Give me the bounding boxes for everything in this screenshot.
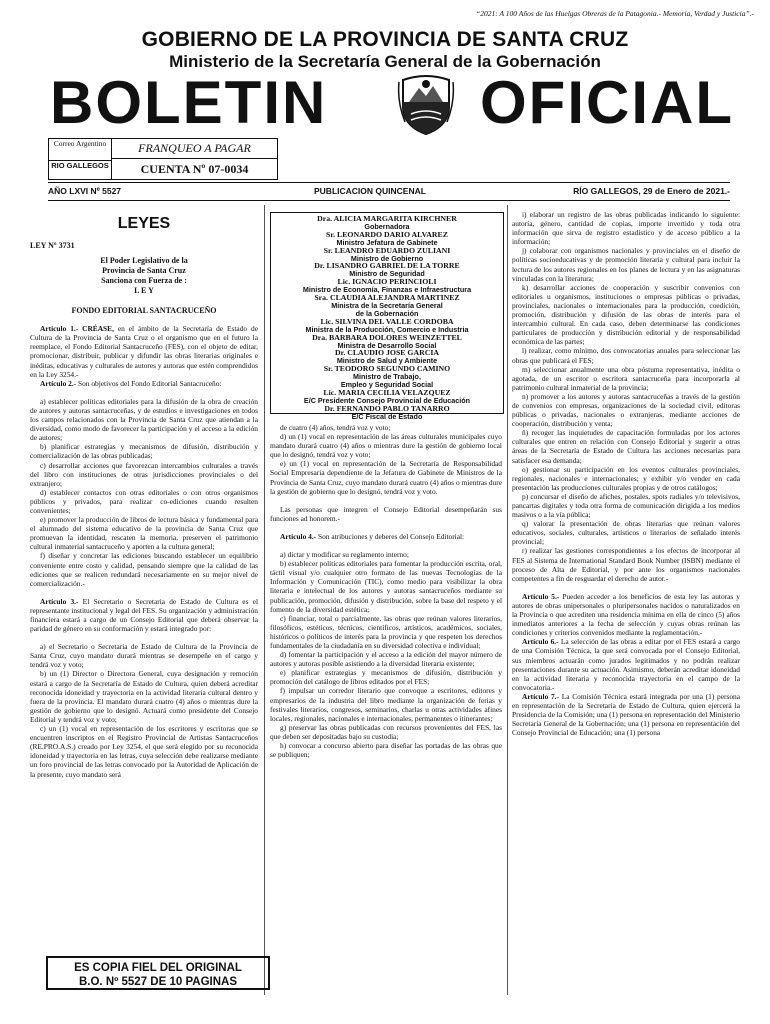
list-item: k) desarrollar acciones de cooperación y suscribir convenios con editoriales u organismos, instituciones o empresas públicas o privadas, provinciales, nacionales o internacionales para la producción, coedición, promoción, distribución y difusión de las obras de interés para el intercambio cultural. En cada caso, deben determinarse las condiciones particulares de producción y distribución editorial y de responsabilidad económica de las partes; — [512, 282, 740, 347]
law-number: LEY Nº 3731 — [30, 241, 75, 250]
list-item: e) un (1) vocal en representación de la Secretaría de Responsabilidad Social Empresaria dependiente de la Jefatura de Gabinete de Ministros de la Provincia de Santa Cruz, cuyo mandato durará cuatro (4) años o mientras dure la gestión de gobierno que lo designó, tendrá voz y voto. — [270, 459, 502, 496]
franqueo-label: FRANQUEO A PAGAR — [112, 139, 277, 159]
authority-role: Gobernadora — [364, 221, 410, 231]
article-text: Pueden acceder a los beneficios de esta ley las autoras y autores de obras unipersonales o pluripersonales nacidos o naturalizados en la Provincia o que acrediten una residencia mínima en ella de cinco (5) años inmediatos anteriores a la fecha de selección y cuyas obras reúnan las condiciones y criterios convenidos mediante la reglamentación.- — [512, 591, 740, 638]
article-label: Artículo 2.- — [40, 378, 77, 388]
article-6 — [512, 637, 740, 692]
government-heading: GOBIERNO DE LA PROVINCIA DE SANTA CRUZ — [141, 28, 629, 51]
article-5 — [512, 592, 740, 637]
column-divider-right — [507, 205, 508, 995]
article-text: El Secretario o Secretaria de Estado de Cultura es el representante institucional y legal del FES. Su organización y administración financiera estará a cargo de un Consejo Editorial que deberá observar la paridad de género en su conformación y estará integrado por: — [30, 596, 258, 634]
postal-correo-cell — [49, 139, 112, 179]
authority-role: Empleo y Seguridad Social — [340, 380, 434, 390]
list-item: d) fomentar la participación y el acceso a la edición del mayor número de autores y autoras posible asistiendo a la diversidad literaria existente; — [270, 650, 502, 669]
list-item: g) preservar las obras publicadas con recursos provenientes del FES, las que deben ser depositadas bajo su custodia; — [270, 722, 502, 741]
column-3 — [512, 210, 740, 737]
authority-role: Ministro de Seguridad — [349, 269, 425, 279]
list-item: c) desarrollar acciones que favorezcan intercambios culturales a través del libro con instituciones de otras jurisdicciones provinciales o del extranjero; — [30, 460, 258, 488]
copy-notice-line: ES COPIA FIEL DEL ORIGINAL — [74, 962, 242, 974]
authority-role: Ministro de Salud y Ambiente — [336, 356, 438, 366]
authorities-box — [270, 212, 504, 421]
list-item: m) seleccionar anualmente una obra póstuma representativa, inédita o agotada, de un escritor o escritora santacruceña para incorporarla al patrimonio cultural inmaterial de la provincia; — [512, 364, 740, 392]
masthead — [44, 70, 734, 136]
masthead-title-right: OFICIAL — [480, 69, 734, 136]
postal-city: RIO GALLEGOS — [49, 160, 111, 170]
authority-name: Sr. LEANDRO EDUARDO ZULIANI — [323, 245, 451, 255]
article-label: Artículo 5.- — [522, 591, 560, 601]
authority-name: Sra. CLAUDIA ALEJANDRA MARTINEZ — [314, 293, 460, 303]
article-text: La Comisión Técnica estará integrada por una (1) persona en representación de la Secretaría de Estado de Cultura, quien ejercerá la Presidencia de la Comisión; una (1) persona en representación del Ministerio Secretaría General de la Gobernación; una (1) persona en representación del Consejo Provincial de Educación; una (1) persona — [512, 691, 740, 738]
authority-role: Ministro de Gobierno — [350, 253, 424, 263]
list-item: f) impulsar un corredor literario que convoque a escritores, editores y empresarios de la industria del libro mediante la organización de ferias y festivales literarios, congresos, seminarios, charlas u otras actividades afines locales, regionales, nacionales e internacionales, permanentes o itinerantes; — [270, 686, 502, 723]
article-text: Son atribuciones y deberes del Consejo Editorial: — [316, 531, 465, 541]
authority-role: Ministra de la Secretaría General — [331, 300, 443, 310]
authority-role: Ministro de Trabajo, — [353, 372, 421, 382]
authority-name: Dr. CLAUDIO JOSE GARCIA — [334, 348, 440, 358]
authority-role: Ministro de Economía, Finanzas e Infraestructura — [302, 285, 472, 295]
list-item: de cuatro (4) años, tendrá voz y voto; — [280, 423, 391, 432]
list-item: r) realizar las gestiones correspondientes a los efectos de incorporar al FES al Sistema de International Standard Book Number (ISBN) mediante el proceso de Alta de Editorial, y por ante los organismos nacionales competentes a fin de resguardar el derecho de autor.- — [512, 546, 740, 583]
list-item: o) gestionar su participación en los eventos culturales provinciales, regionales, nacionales e internacionales; y exhibir y/o vender en cada presentación las producciones culturales propias y de otros catálogos; — [512, 464, 740, 492]
list-item: a) el Secretario o Secretaria de Estado de Cultura de la Provincia de Santa Cruz, cuyo mandato durará mientras se desempeñe en el cargo y tendrá voz y voto; — [30, 642, 258, 670]
article-text: La selección de las obras a editar por el FES estará a cargo de una Comisión Técnica, la que será convocada por el Consejo Editorial, sus miembros actuarán como jurados legitimados y no podrán realizar presentaciones durante su actuación. Asimismo, deberán acreditar idoneidad en la actividad literaria y reconocida trayectoria en el campo de la convocatoria.- — [512, 637, 740, 692]
article-text: en el ámbito de la Secretaría de Estado de Cultura de la Provincia de Santa Cruz o el organismo que en el futuro la reemplace, el Fondo Editorial Santacruceño (FES), con el objeto de editar, promocionar, distribuir, publicar y difundir las obras literarias originales e inéditas, educativas y culturales de autores y autoras que estén comprendidos en la Ley 3254.- — [30, 324, 259, 379]
article-label: Artículo 3.- — [40, 596, 79, 606]
column-divider-left — [264, 205, 265, 995]
list-item: ñ) recoger las inquietudes de capacitación formuladas por los actores culturales que entren en relación con Consejo Editorial y sugerir a otras áreas de la Secretaría de Estado de Cultura las acciones necesarias para satisfacer esa demanda; — [512, 428, 740, 465]
list-item: a) dictar y modificar su reglamento interno; — [280, 550, 409, 560]
article-label: Artículo 1.- CRÉASE, — [40, 324, 114, 334]
article-4 — [270, 532, 502, 541]
authority-role: de la Gobernación — [355, 308, 419, 318]
section-title: LEYES — [117, 215, 171, 232]
article-1 — [30, 324, 258, 379]
issue-date: RÍO GALLEGOS, 29 de Enero de 2021.- — [573, 186, 730, 196]
list-item: d) establecer contactos con otras editoriales o con otros organismos públicos y privados, para realizar co-ediciones cuando resulten convenientes; — [30, 487, 258, 515]
issue-number: AÑO LXVI Nº 5527 — [48, 186, 122, 196]
authority-role: Ministro Jefatura de Gabinete — [336, 237, 438, 247]
commemorative-motto: “2021: A 100 Años de las Huelgas Obreras de la Patagonia.- Memoria, Verdad y Justicia”.- — [476, 9, 754, 18]
authority-name: Lic. IGNACIO PERINCIOLI — [337, 277, 437, 287]
authority-name: Sr. LEONARDO DARIO ALVAREZ — [326, 229, 448, 239]
article-7 — [512, 692, 740, 737]
authority-name: Lic. MARIA CECILIA VELAZQUEZ — [323, 387, 451, 397]
copy-notice-box — [46, 956, 270, 990]
postal-box — [48, 138, 278, 180]
list-item: l) realizar, como mínimo, dos convocatorias anuales para seleccionar las obras que publicará el FES; — [512, 346, 740, 365]
article-label: Artículo 7.- — [522, 691, 559, 701]
authority-name: Dr. LISANDRO GABRIEL DE LA TORRE — [314, 261, 460, 271]
list-item: e) promover la producción de libros de lectura básica y fundamental para el alumnado del sistema educativo de la provincia de Santa Cruz que promuevan la identidad, rescaten la memoria, preserven el patrimonio cultural inmaterial santacruceño y aporten a la cultura general; — [30, 515, 258, 552]
poder-line: Sanciona con Fuerza de : — [101, 276, 187, 286]
list-item: e) planificar estrategias y mecanismos de difusión, distribución y promoción del catálogo de libros editados por el FES; — [270, 668, 502, 687]
authority-name: Lic. SILVINA DEL VALLE CORDOBA — [320, 316, 454, 326]
cuenta-label: CUENTA Nº 07-0034 — [140, 162, 249, 176]
article-2 — [30, 379, 258, 388]
top-rule — [48, 182, 730, 183]
list-item: h) convocar a concurso abierto para diseñar las portadas de las obras que se publiquen; — [270, 741, 502, 760]
issue-info-bar — [48, 186, 730, 198]
article-label: Artículo 6.- — [522, 637, 559, 647]
article-text: Son objetivos del Fondo Editorial Santacruceño: — [76, 378, 222, 388]
list-item: d) un (1) vocal en representación de las áreas culturales municipales cuyo mandato durará cuatro (4) años o mientras dure la gestión de gobierno local que lo designó, tendrá voz y voto; — [270, 432, 502, 460]
list-item: n) promover a los autores y autoras santacruceñas a través de la gestión de convenios con empresas, organizaciones de la sociedad civil, editoras públicas o privadas, nacionales o extranjeras, mediante acciones de cooperación, distribución y venta; — [512, 391, 740, 429]
column-2 — [270, 423, 502, 759]
ministry-heading: Ministerio de la Secretaría General de la Gobernación — [169, 52, 601, 71]
list-item: a) establecer políticas editoriales para la difusión de la obra de creación de autores y autoras santacruceñas, y de estudios e investigaciones en todos los campos relacionados con la Provincia de Santa Cruz que atiendan a la diversidad, como modo de favorecer la participación y el acceso a la edición de autores; — [30, 396, 258, 443]
column-1 — [30, 215, 258, 779]
info-bar-rule — [48, 200, 730, 201]
list-item: f) diseñar y concretar las ediciones buscando establecer un equilibrio conveniente entre costo y calidad, pensando siempre que la calidad de las ediciones que se realicen redundará necesariamente en su mejor nivel de comercialización.- — [30, 551, 258, 588]
authority-name: Dra. BARBARA DOLORES WEINZETTEL — [312, 332, 462, 342]
poder-line: El Poder Legislativo de la — [100, 256, 188, 266]
copy-notice-line: B.O. Nº 5527 DE 10 PAGINAS — [78, 976, 237, 988]
poder-line: Provincia de Santa Cruz — [102, 266, 186, 276]
authority-name: Sr. TEODORO SEGUNDO CAMINO — [323, 364, 451, 374]
article-label: Artículo 4.- — [280, 531, 317, 541]
authority-role: Ministra de la Producción, Comercio e Industria — [305, 324, 469, 334]
authority-name: Dra. ALICIA MARGARITA KIRCHNER — [317, 214, 457, 223]
provincial-crest-icon — [397, 72, 455, 136]
authority-role: E/C Fiscal de Estado — [351, 411, 423, 421]
correo-label: Correo Argentino — [53, 139, 107, 148]
list-item: c) financiar, total o parcialmente, las obras que reúnan valores literarios, filosóficos, estéticos, técnicos, científicos, artísticos, académicos, sociales, históricos o políticos de interés para la provincia y que respeten los derechos fundamentales de la ciudadanía en su diversidad colectiva e individual; — [270, 613, 502, 650]
authority-role: Ministra de Desarrollo Social — [337, 340, 437, 350]
list-item: p) concursar el diseño de afiches, postales, spots radiales y/o televisivos, pancartas digitales y toda otra forma de comunicación dirigida a los medios masivos o a la vía pública; — [512, 491, 740, 520]
list-item: j) colaborar con organismos nacionales y provinciales en el diseño de políticas socioeducativas y de promoción literaria y cultural para incluir la lectura de los autores regionales en los planes de lectura y en las asignaturas vinculadas con la literatura; — [512, 246, 740, 283]
law-title: FONDO EDITORIAL SANTACRUCEÑO — [71, 306, 217, 316]
list-item: b) un (1) Director o Directora General, cuya designación y remoción estará a cargo de la Secretaría de Estado de Cultura, quien deberá acreditar reconocida idoneidad y trayectoria en la actividad literaria cultural dentro y fuera de la provincia. El mandato durará cuatro (4) años o mientras dure la gestión de gobierno que lo designó. Actuará como presidente del Consejo Editorial y tendrá voz y voto; — [30, 669, 258, 724]
authority-name: Dr. FERNANDO PABLO TANARRO — [324, 403, 450, 413]
article-3 — [30, 597, 258, 633]
list-item: i) elaborar un registro de las obras publicadas indicando lo siguiente: autoría, género, cantidad de copias, importe invertido y toda otra información que sirva de registro estadístico y de acceso público a la información; — [512, 210, 740, 247]
list-item: b) planificar estrategias y mecanismos de difusión, distribución y comercialización de las obras publicadas; — [30, 442, 258, 461]
masthead-title-left: BOLETIN — [50, 69, 328, 136]
legislative-formula — [30, 256, 258, 296]
list-item: c) un (1) vocal en representación de los escritores y escritoras que se encuentren inscriptos en el Registro Provincial de Artistas Santacruceños (RE.PRO.A.S.) creado por Ley 3254, el que será elegido por su reconocida idoneidad y trayectoria en las letras, cuya selección debe realizarse mediante un foro provincial de las letras convocado por la Autoridad de Aplicación de la presente, cuyo mandato será — [30, 724, 258, 779]
publication-frequency: PUBLICACION QUINCENAL — [314, 186, 426, 196]
poder-line: L E Y — [134, 286, 154, 296]
list-item: b) establecer políticas editoriales para fomentar la producción escrita, oral, táctil visual y/o cualquier otro formato de las nuevas Tecnologías de la Información y Comunicación (TIC), como medio para visibilizar la obra literaria e intelectual de los autores y autoras santacruceños mediante su publicación, promoción, difusión y distribución, sobre la base del respeto y el fomento de la diversidad estética; — [270, 559, 502, 614]
list-item: q) valorar la presentación de obras literarias que reúnan valores educativos, sociales, culturales, artísticos o literarios de señalado interés provincial; — [512, 519, 740, 547]
ad-honorem-paragraph: Las personas que integren el Consejo Editorial desempeñarán sus funciones ad honorem.- — [270, 504, 502, 523]
authority-role: E/C Presidente Consejo Provincial de Educación — [303, 395, 471, 405]
